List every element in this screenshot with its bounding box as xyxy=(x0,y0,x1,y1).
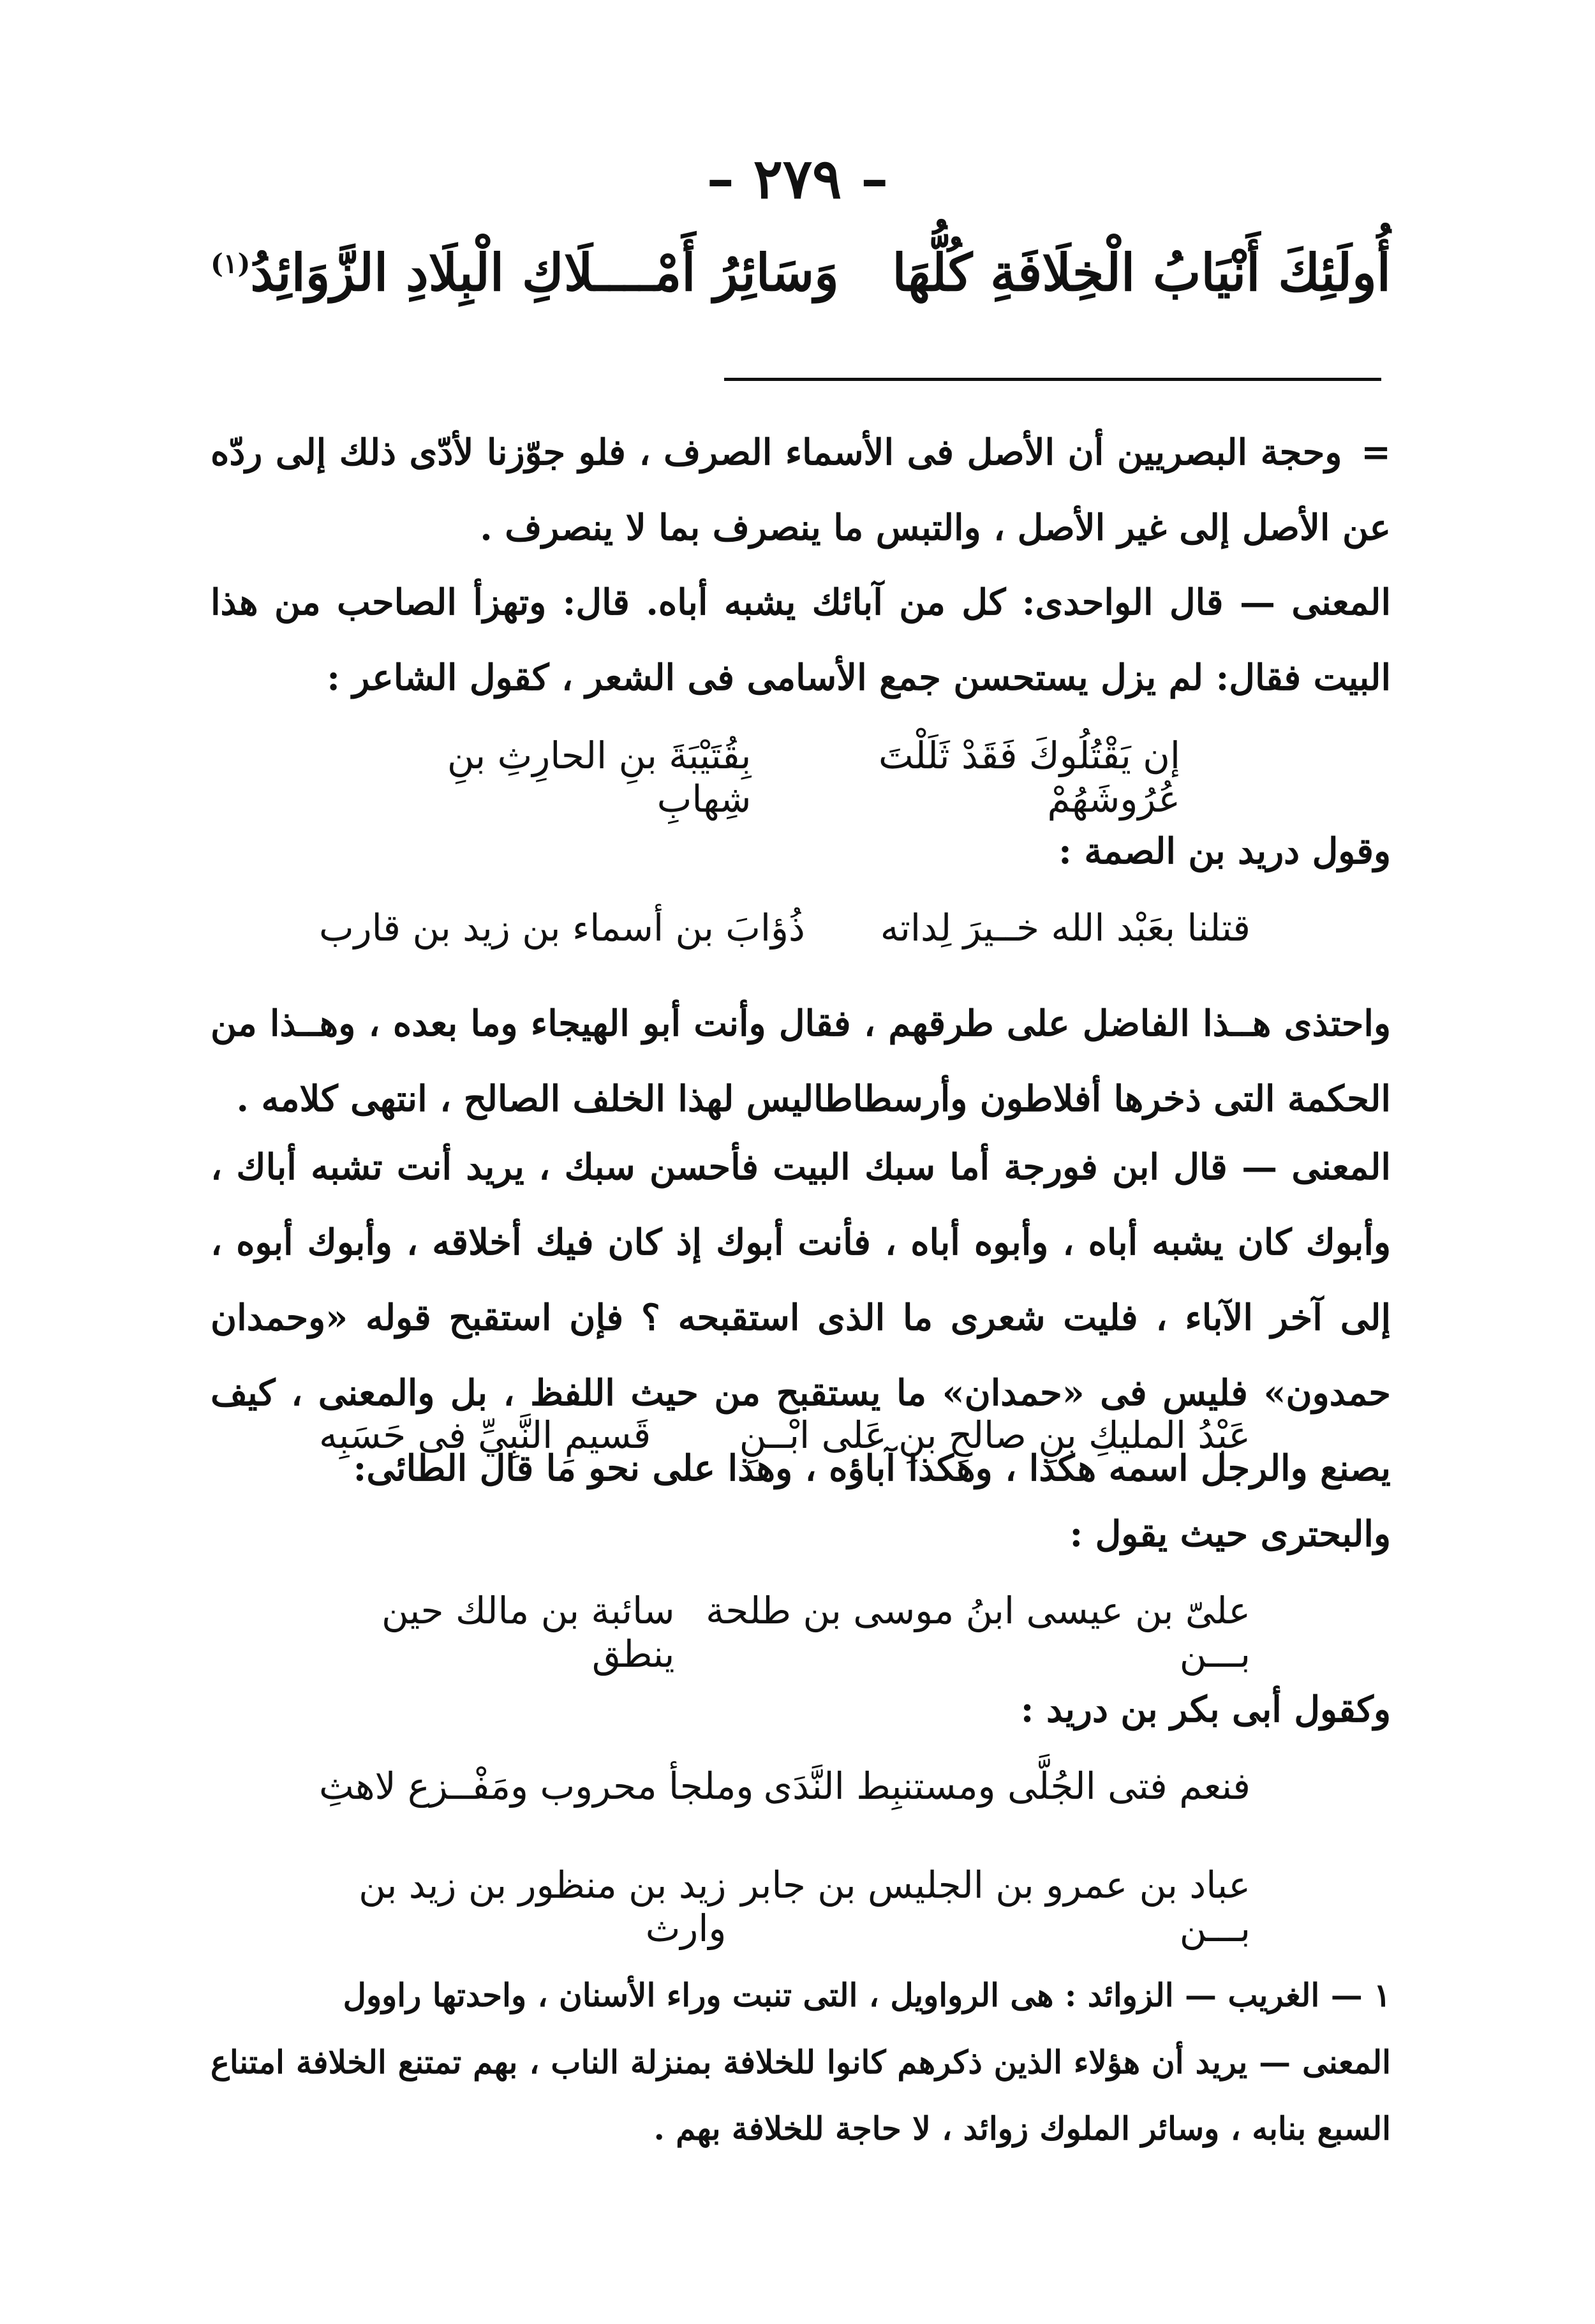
title-verse-second-text: وَسَائِرُ أَمْــــلَاكِ الْبِلَادِ الزَّوَائِدُ xyxy=(250,242,839,302)
separator-rule xyxy=(724,378,1381,381)
paragraph-basri-argument xyxy=(211,415,1391,565)
footnote-marker: (١) xyxy=(211,248,251,279)
paragraph-wahidi: المعنى — قال الواحدى: كل من آبائك يشبه أباه. قال: وتهزأ الصاحب من هذا البيت فقال: لم يزل يستحسن جمع الأسامى فى الشعر ، كقول الشاعر : xyxy=(211,581,1391,699)
verse-4-second-hemistich: سائبة بن مالك حين ينطق xyxy=(382,1589,675,1676)
verse-2-first-hemistich: قتلنا بعَبْد الله خــيرَ لِداته xyxy=(880,906,1250,950)
verse-6-first-hemistich: عباد بن عمرو بن الجليس بن جابر بـــن xyxy=(741,1863,1250,1950)
paragraph-aristotle: واحتذى هــذا الفاضل على طرقهم ، فقال وأنت أبو الهيجاء وما بعده ، وهــذا من الحكمة التى ذخرها أفلاطون وأرسطاطاليس لهذا الخلف الصالح ، انتهى كلامه . xyxy=(211,1002,1391,1120)
verse-6-second-hemistich: زيد بن منظور بن زيد بن وارث xyxy=(359,1863,727,1950)
footnote-gharib-text: — الغريب — الزوائد : هى الرواويل ، التى تنبت وراء الأسنان ، واحدتها راوول xyxy=(343,1976,1363,2014)
line-durayd-quote: وقول دريد بن الصمة : xyxy=(1058,830,1391,872)
verse-5 xyxy=(319,1764,1250,1808)
footnote-number: ١ xyxy=(1374,1976,1391,2014)
page-number: – ٢٧٩ – xyxy=(706,147,889,211)
title-verse-first-hemistich: أُولَئِكَ أَنْيَابُ الْخِلَافَةِ كُلُّهَا xyxy=(892,242,1391,302)
verse-3 xyxy=(319,1413,1250,1457)
verse-2-second-hemistich: ذُؤابَ بن أسماء بن زيد بن قارب xyxy=(319,906,805,950)
verse-5-second-hemistich: وملجأ محروب ومَفْــزع لاهثِ xyxy=(319,1764,754,1808)
line-ibn-durayd-quote: وكقول أبى بكر بن دريد : xyxy=(1020,1688,1391,1731)
verse-1-second-hemistich: بِقُتَيْبَةَ بنِ الحارِثِ بنِ شِهابِ xyxy=(447,734,752,821)
paragraph-ibn-furraja: المعنى — قال ابن فورجة أما سبك البيت فأحسن سبك ، يريد أنت تشبه أباك ، وأبوك كان يشبه أباه ، وأبوه أباه ، فأنت أبوك إذ كان فيك أخلاقه ، وأبوك أبوه ، إلى آخر الآباء ، فليت شعرى ما الذى استقبحه ؟ فإن استقبح قوله «وحمدان حمدون» فليس فى «حمدان» ما يستقبح من حيث اللفظ ، بل والمعنى ، كيف يصنع والرجل اسمه هكذا ، وهكذا آباؤه ، وهذا على نحو ما قال الطائى: xyxy=(211,1146,1391,1489)
verse-1 xyxy=(357,734,1180,821)
verse-1-first-hemistich: إن يَقْتُلُوكَ فَقَدْ ثَلَلْتَ عُرُوشَهُمْ xyxy=(879,734,1180,821)
verse-2 xyxy=(319,906,1250,950)
paragraph-basri-text: وحجة البصريين أن الأصل فى الأسماء الصرف ، فلو جوّزنا لأدّى ذلك إلى ردّه عن الأصل إلى غير الأصل ، والتبس ما ينصرف بما لا ينصرف . xyxy=(211,431,1391,549)
footnote-gharib xyxy=(211,1962,1391,2029)
title-verse-second-hemistich xyxy=(211,242,839,302)
line-buhturi-quote: والبحترى حيث يقول : xyxy=(1069,1513,1391,1555)
verse-5-first-hemistich: فنعم فتى الجُلَّى ومستنبِط النَّدَى xyxy=(763,1764,1250,1808)
title-verse xyxy=(211,242,1391,302)
verse-4 xyxy=(319,1589,1250,1676)
verse-4-first-hemistich: علىّ بن عيسى ابنُ موسى بن طلحة بـــن xyxy=(706,1589,1250,1676)
verse-3-second-hemistich: قَسيمِ النَّبِيِّ فى حَسَبِه xyxy=(319,1413,651,1457)
continuation-mark: = xyxy=(1361,431,1391,473)
footnote-meaning: المعنى — يريد أن هؤلاء الذين ذكرهم كانوا للخلافة بمنزلة الناب ، بهم تمتنع الخلافة امتناع السبع بنابه ، وسائر الملوك زوائد ، لا حاجة للخلافة بهم . xyxy=(211,2043,1391,2147)
verse-3-first-hemistich: عَبْدُ المليكِ بنِ صالحِ بنِ عَلى ابْــنِ xyxy=(739,1413,1250,1457)
verse-6 xyxy=(319,1863,1250,1950)
